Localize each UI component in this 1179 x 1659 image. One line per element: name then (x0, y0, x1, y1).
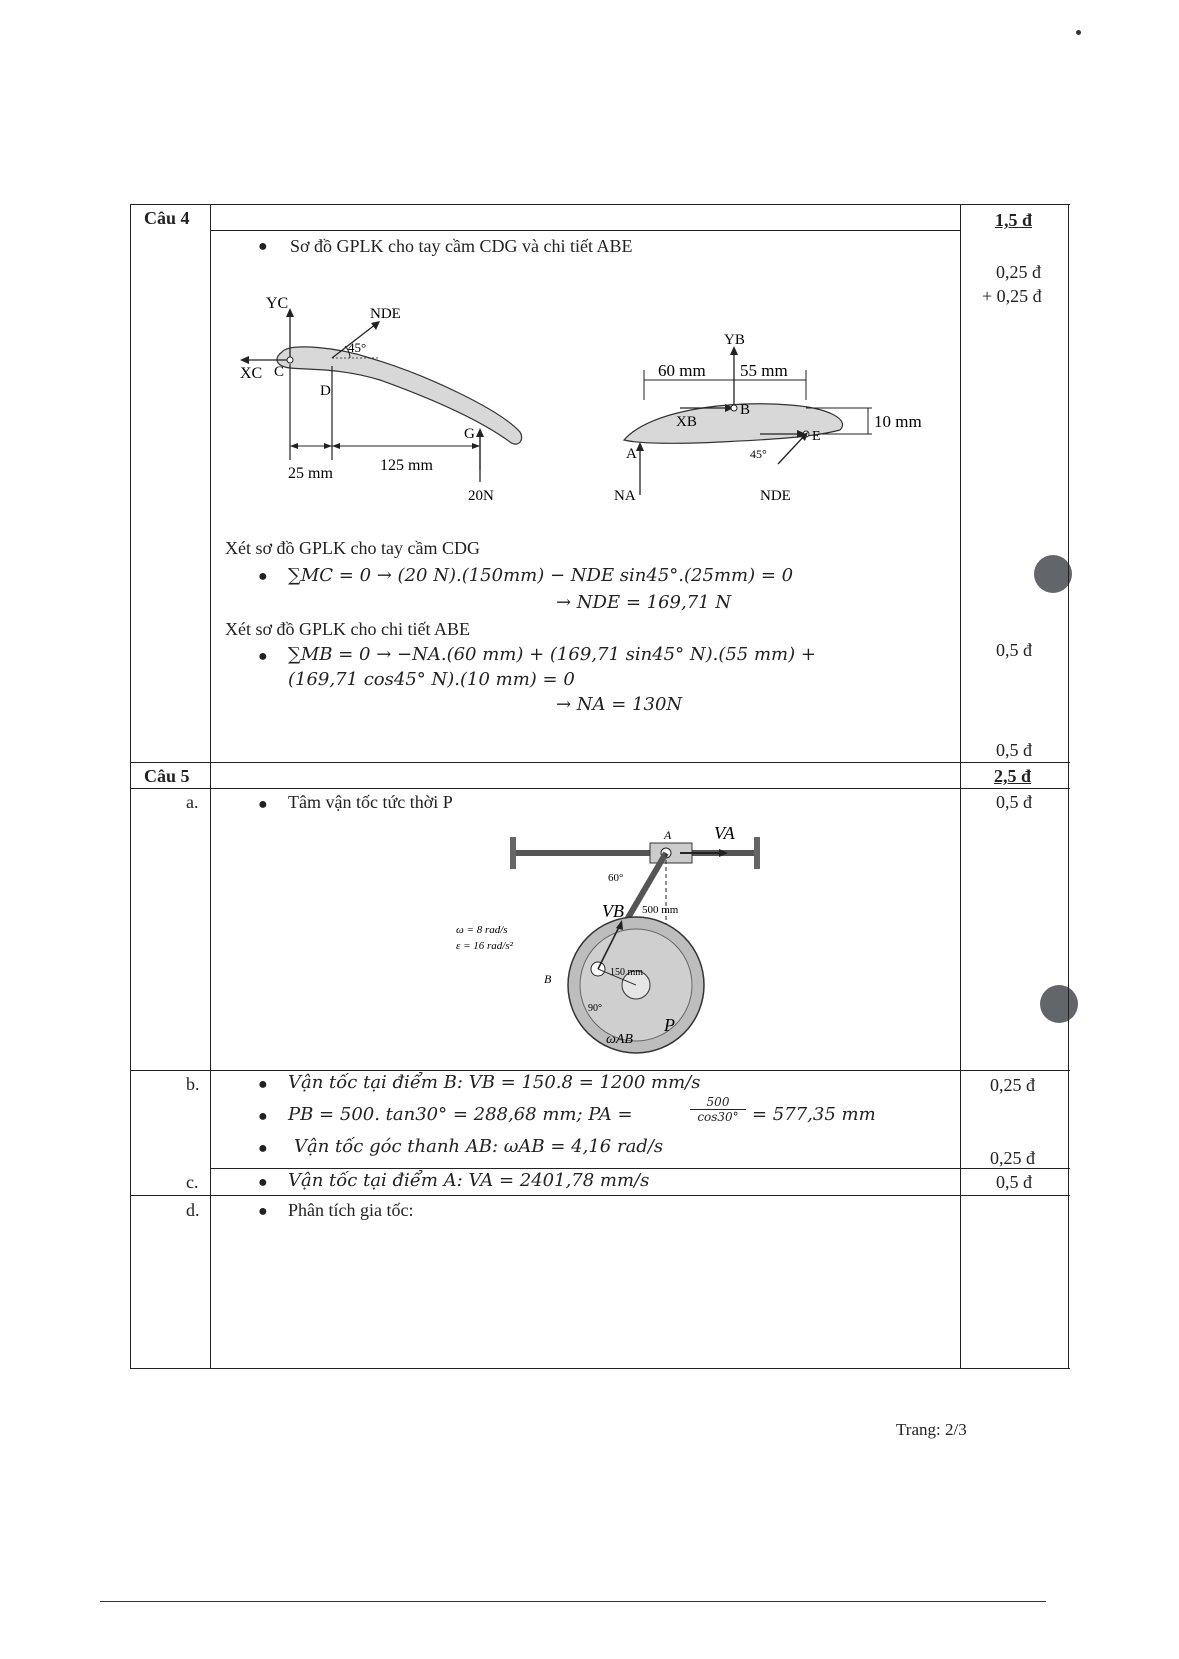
q5-b-line1: Vận tốc tại điểm B: VB = 150.8 = 1200 mm/s (288, 1072, 701, 1093)
label-500mm: 500 mm (642, 904, 679, 916)
q5-c-label: c. (186, 1172, 199, 1192)
label-b: B (740, 402, 751, 418)
q4-points: 1,5 đ (995, 210, 1033, 230)
label-vb: VB (602, 901, 624, 921)
point-b (731, 405, 737, 411)
footer-rule (100, 1601, 1046, 1602)
label-yb: YB (724, 332, 745, 348)
q4-consider-cdg: Xét sơ đồ GPLK cho tay cầm CDG (225, 538, 480, 558)
label-e: E (812, 429, 821, 444)
bullet-icon: ● (258, 568, 268, 585)
label-xc: XC (240, 365, 263, 382)
fraction-numerator: 500 (706, 1095, 730, 1109)
q5-d-text: Phân tích gia tốc: (288, 1200, 414, 1220)
q5-c-text: Vận tốc tại điểm A: VA = 2401,78 mm/s (288, 1170, 650, 1191)
q5-label: Câu 5 (144, 766, 190, 786)
label-na: NA (614, 488, 636, 504)
q5-a-score: 0,5 đ (996, 792, 1032, 812)
handle-cdg-diagram (230, 290, 560, 510)
label-dim2: 125 mm (380, 457, 433, 474)
q4-equation-2-line2: (169,71 cos45° N).(10 mm) = 0 (288, 669, 575, 690)
q4-score-b: + 0,25 đ (982, 286, 1042, 306)
label-eps: ε = 16 rad/s² (456, 940, 513, 952)
q4-score-d: 0,5 đ (996, 740, 1032, 760)
punch-hole-top (1034, 555, 1072, 593)
q4-equation-2-line1: ∑MB = 0 → −NA.(60 mm) + (169,71 sin45° N).(55 mm) + (288, 644, 816, 665)
label-p: P (664, 1015, 675, 1035)
bullet-icon: ● (258, 238, 268, 255)
q4-label: Câu 4 (144, 208, 190, 228)
point-c (287, 357, 293, 363)
q4-equation-1: ∑MC = 0 → (20 N).(150mm) − NDE sin45°.(25mm) = 0 (288, 565, 794, 586)
bullet-icon: ● (258, 1076, 268, 1093)
bullet-icon: ● (258, 648, 268, 665)
label-a: A (664, 828, 672, 842)
bullet-icon: ● (258, 1140, 268, 1157)
label-c: C (274, 364, 285, 380)
page-number: Trang: 2/3 (896, 1420, 967, 1439)
punch-hole-bottom (1040, 985, 1078, 1023)
label-20n: 20N (468, 488, 494, 504)
label-xb: XB (676, 414, 697, 430)
q4-diagram-title: Sơ đồ GPLK cho tay cầm CDG và chi tiết ABE (290, 236, 633, 256)
fraction-denominator: cos30° (697, 1110, 739, 1124)
q4-equation-1-result: → NDE = 169,71 N (556, 592, 732, 613)
label-60mm: 60 mm (658, 361, 706, 380)
q5-a-label: a. (186, 792, 199, 812)
handle-body (277, 347, 522, 444)
label-g: G (464, 426, 475, 442)
label-45: 45° (750, 447, 767, 461)
q5-b-score2: 0,25 đ (990, 1148, 1035, 1168)
label-nde: NDE (370, 306, 401, 322)
label-yc: YC (266, 295, 289, 312)
q4-score-c: 0,5 đ (996, 640, 1032, 660)
q4-score-a: 0,25 đ (996, 262, 1041, 282)
label-nde-2: NDE (760, 488, 791, 504)
label-a: A (626, 446, 637, 462)
mechanism-diagram (456, 815, 770, 1065)
q4-consider-abe: Xét sơ đồ GPLK cho chi tiết ABE (225, 619, 470, 639)
q5-b-line2-left: PB = 500. tan30° = 288,68 mm; PA = (288, 1104, 633, 1125)
label-10mm: 10 mm (874, 412, 922, 431)
label-150mm: 150 mm (610, 967, 644, 978)
q5-c-score: 0,5 đ (996, 1172, 1032, 1192)
q5-points: 2,5 đ (994, 766, 1032, 786)
q4-equation-2-result: → NA = 130N (556, 694, 683, 715)
q5-d-label: d. (186, 1200, 200, 1220)
q5-b-label: b. (186, 1074, 200, 1094)
label-d: D (320, 383, 331, 399)
abe-diagram (610, 330, 950, 510)
q5-b-line3: Vận tốc góc thanh AB: ωAB = 4,16 rad/s (294, 1136, 664, 1157)
q5-b-line2-right: = 577,35 mm (752, 1104, 876, 1125)
label-omega: ω = 8 rad/s (456, 924, 508, 936)
label-va: VA (714, 823, 735, 843)
label-55mm: 55 mm (740, 361, 788, 380)
bullet-icon: ● (258, 1108, 268, 1125)
label-60: 60° (608, 872, 624, 884)
label-angle: 45° (348, 340, 367, 355)
bullet-icon: ● (258, 1174, 268, 1191)
label-b: B (544, 972, 552, 986)
bullet-icon: ● (258, 1203, 268, 1220)
q5-b-score1: 0,25 đ (990, 1075, 1035, 1095)
label-dim1: 25 mm (288, 465, 333, 482)
scan-speck (1076, 30, 1081, 35)
label-90: 90° (588, 1003, 602, 1014)
bullet-icon: ● (258, 796, 268, 813)
q5-a-text: Tâm vận tốc tức thời P (288, 792, 453, 812)
fraction (690, 1095, 746, 1124)
label-wab: ωAB (606, 1032, 633, 1047)
